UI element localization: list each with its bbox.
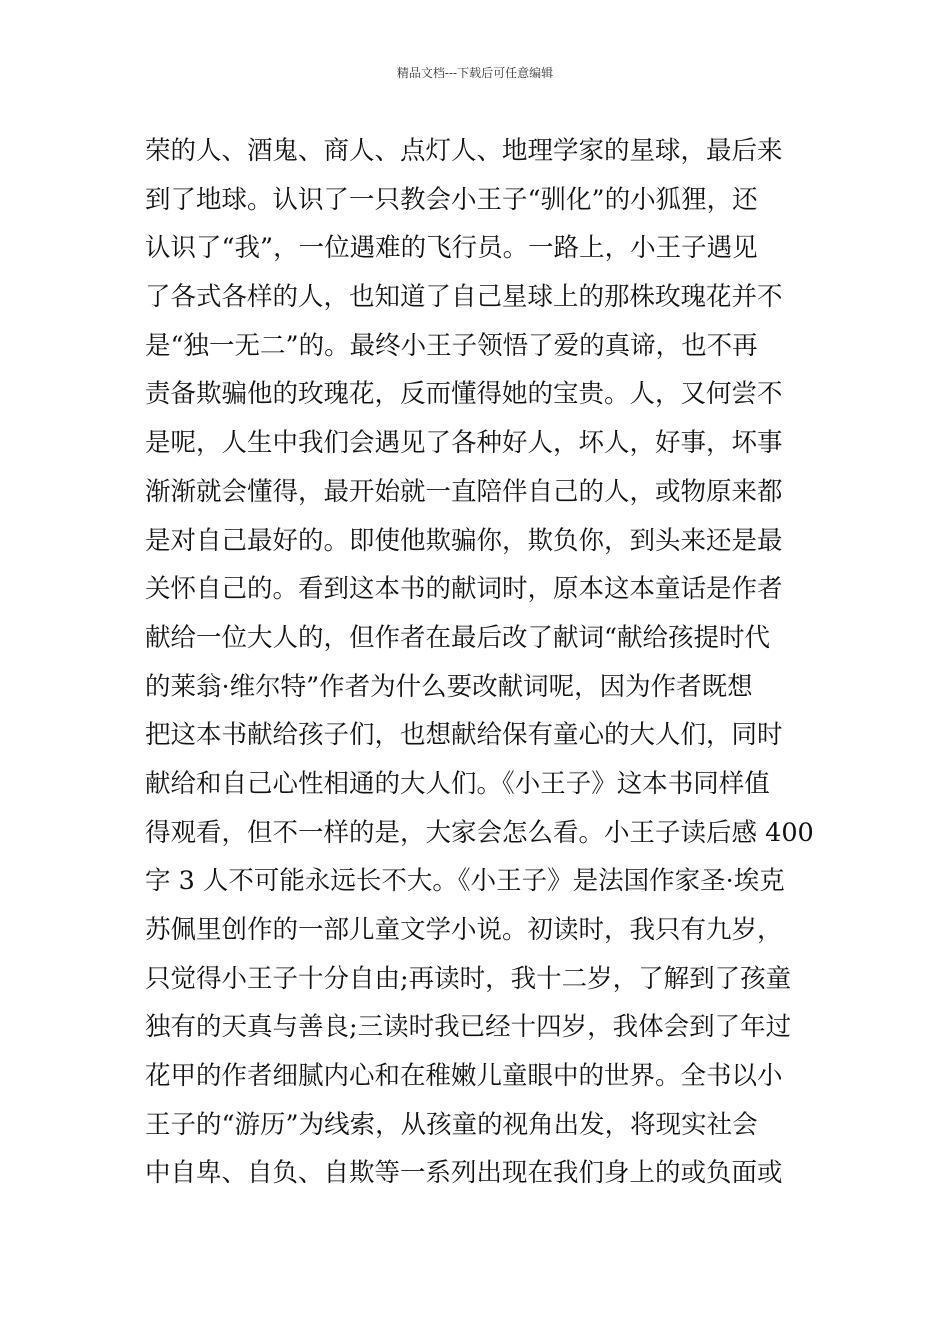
text-line: 王子的“游历”为线索，从孩童的视角出发，将现实社会 [145, 1109, 758, 1140]
text-line: 花甲的作者细腻内心和在稚嫩儿童眼中的世界。全书以小 [145, 1061, 783, 1092]
text-line: 只觉得小王子十分自由;再读时，我十二岁，了解到了孩童 [145, 963, 792, 994]
text-line: 献给和自己心性相通的大人们。《小王子》这本书同样值 [145, 768, 770, 799]
text-line: 献给一位大人的，但作者在最后改了献词“献给孩提时代 [145, 622, 771, 653]
text-line: 荣的人、酒鬼、商人、点灯人、地理学家的星球，最后来 [145, 136, 783, 166]
text-line: 了各式各样的人，也知道了自己星球上的那株玫瑰花并不 [145, 282, 783, 313]
text-line: 得观看，但不一样的是，大家会怎么看。小王子读后感 400 [145, 817, 814, 848]
text-line: 认识了“我”，一位遇难的飞行员。一路上，小王子遇见 [145, 233, 758, 264]
text-line: 是呢，人生中我们会遇见了各种好人，坏人，好事，坏事 [145, 428, 783, 459]
text-line: 中自卑、自负、自欺等一系列出现在我们身上的或负面或 [145, 1158, 783, 1189]
text-line: 责备欺骗他的玫瑰花，反而懂得她的宝贵。人，又何尝不 [145, 379, 783, 410]
text-line: 是对自己最好的。即使他欺骗你，欺负你，到头来还是最 [145, 525, 783, 556]
text-line: 字 3 人不可能永远长不大。《小王子》是法国作家圣·埃克 [145, 866, 785, 897]
text-line: 是“独一无二”的。最终小王子领悟了爱的真谛，也不再 [145, 330, 758, 361]
text-line: 关怀自己的。看到这本书的献词时，原本这本童话是作者 [145, 574, 783, 605]
text-line: 到了地球。认识了一只教会小王子“驯化”的小狐狸，还 [145, 184, 758, 215]
body-text [145, 127, 815, 1198]
page-header: 精品文档---下载后可任意编辑 [396, 66, 554, 80]
text-line: 把这本书献给孩子们，也想献给保有童心的大人们，同时 [145, 720, 783, 751]
text-line: 渐渐就会懂得，最开始就一直陪伴自己的人，或物原来都 [145, 476, 783, 507]
text-line: 苏佩里创作的一部儿童文学小说。初读时，我只有九岁， [145, 915, 783, 945]
text-line: 的莱翁·维尔特”作者为什么要改献词呢，因为作者既想 [145, 671, 753, 702]
text-line: 独有的天真与善良;三读时我已经十四岁，我体会到了年过 [145, 1012, 792, 1043]
